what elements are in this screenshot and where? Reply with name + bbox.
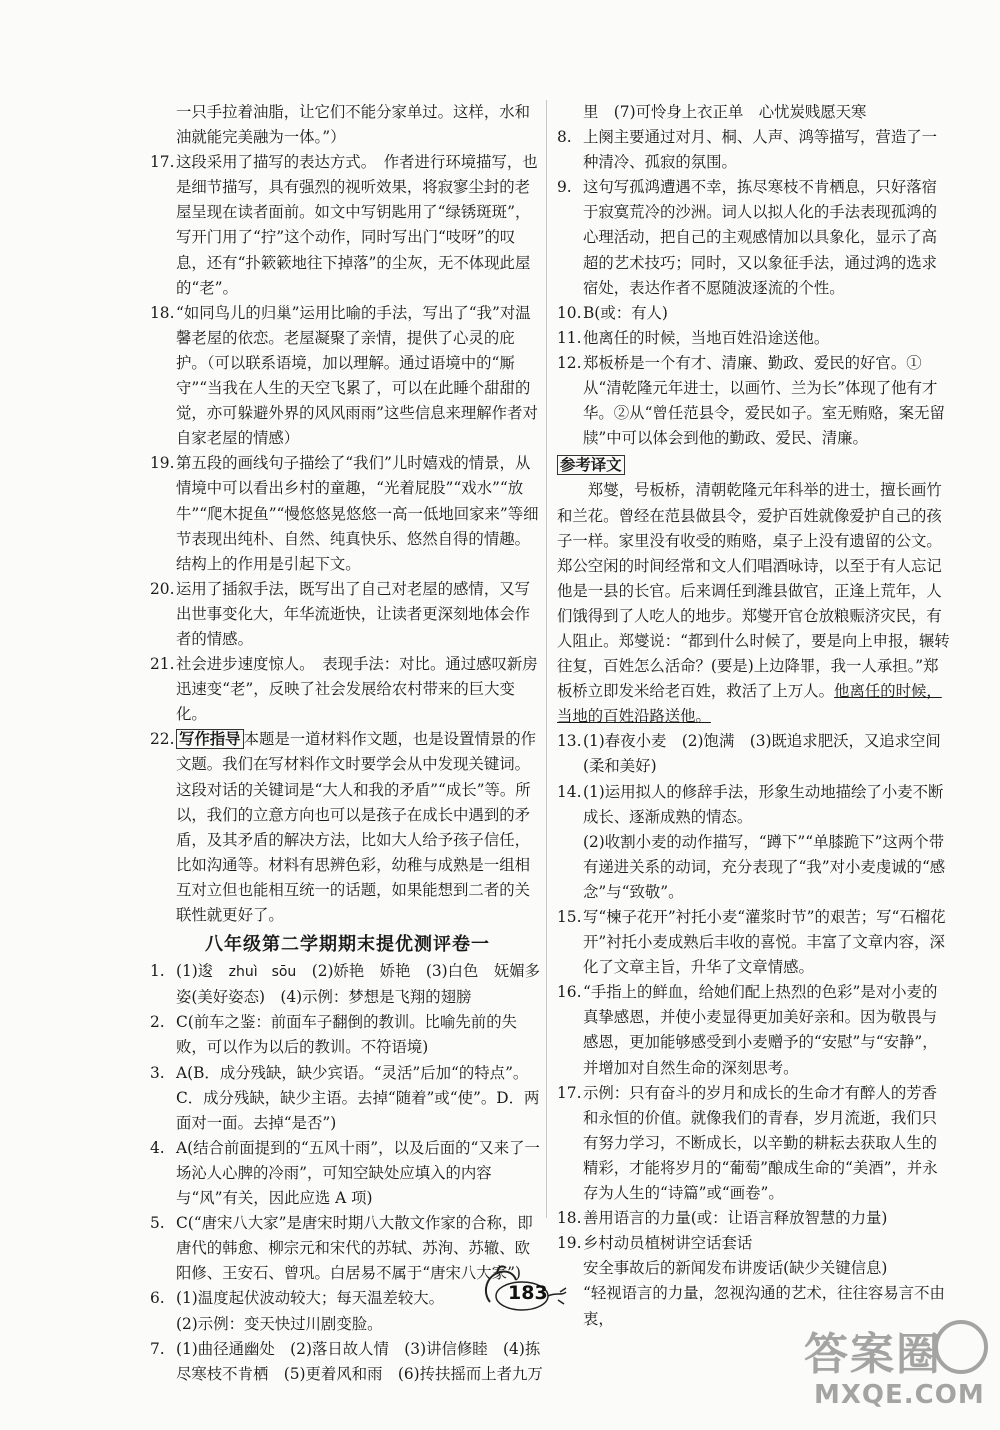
translation-header [557, 453, 952, 478]
item-text: C(前车之鉴：前面车子翻倒的教训。比喻先前的失败，可以作为以后的教训。不符语境) [176, 1013, 517, 1057]
item-number: 7. [150, 1339, 165, 1358]
item-text: 上阕主要通过对月、桐、人声、鸿等描写，营造了一种清冷、孤寂的氛围。 [583, 128, 937, 172]
translation-text [557, 478, 952, 729]
item-text: 郑板桥是一个有才、清廉、勤政、爱民的好官。①从“清乾隆元年进士，以画竹、兰为长”体现了他有才华。②从“曾任范县令，爱民如子。室无贿赂，案无留牍”中可以体会到他的勤政、爱民、清廉。 [583, 353, 945, 448]
item-text: 第五段的画线句子描绘了“我们”儿时嬉戏的情景，从情境中可以看出乡村的童趣，“光着屁股”“戏水”“放牛”“爬木捉鱼”“慢悠悠晃悠悠一高一低地回家来”等细节表现出纯朴、自然、纯真快乐、悠然自得的情趣。 结构上的作用是引起下文。 [176, 454, 539, 573]
watermark-chinese: 答案圈 [804, 1329, 942, 1380]
s14-part1: (1)运用拟人的修辞手法，形象生动地描绘了小麦不断成长、逐渐成熟的情态。 [583, 782, 944, 826]
item-number: 19. [557, 1234, 582, 1253]
item-number: 1. [150, 962, 165, 981]
item-text: 这句写孤鸿遭遇不幸，拣尽寒枝不肯栖息，只好落宿于寂寞荒冷的沙洲。词人以拟人化的手法表现孤鸿的心理活动，把自己的主观感情加以具象化，显示了高超的艺术技巧；同时，又以象征手法，通过鸿的选求宿处，表达作者不愿随波逐流的个性。 [583, 178, 937, 297]
section-title: 八年级第二学期期末提优测评卷一 [205, 934, 490, 956]
item-number: 21. [150, 655, 175, 674]
item-text: 这段采用了描写的表达方式。 作者进行环境描写，也是细节描写，具有强烈的视听效果，将寂寥尘封的老屋呈现在读者面前。如文中写钥匙用了“绿锈斑斑”，写开门用了“拧”这个动作，同时写出门“吱呀”的叹息，还有“扑簌簌地往下掉落”的尘灰，无不体现此屋的“老”。 [176, 153, 538, 297]
s19-line2: 安全事故后的新闻发布讲废话(缺少关键信息) [583, 1259, 888, 1278]
item-number: 2. [150, 1013, 165, 1032]
item-text [583, 780, 952, 905]
item-number: 11. [557, 328, 582, 347]
answer-s2 [150, 1010, 545, 1060]
answer-s10 [557, 301, 952, 326]
item-number: 22. [150, 730, 175, 749]
item-text: (1)曲径通幽处 (2)落日故人情 (3)讲信修睦 (4)拣尽寒枝不肯栖 (5)更着风和雨 (6)抟扶摇而上者九万 [176, 1339, 543, 1383]
item-text [583, 1231, 952, 1331]
item-text: 写“楝子花开”衬托小麦“灌浆时节”的艰苦；写“石榴花开”衬托小麦成熟后丰收的喜悦。丰富了文章内容，深化了文章主旨，升华了文章情感。 [583, 908, 946, 977]
right-column [557, 100, 952, 1332]
item-text: 善用语言的力量(或：让语言释放智慧的力量) [583, 1209, 888, 1228]
item-number: 3. [150, 1063, 165, 1082]
item-text: A(结合前面提到的“五风十雨”，以及后面的“又来了一场沁人心脾的冷雨”，可知空缺处应填入的内容与“风”有关，因此应选 A 项) [176, 1138, 540, 1208]
answer-s4 [150, 1136, 545, 1211]
item-number: 15. [557, 908, 582, 926]
answer-s15 [557, 905, 952, 980]
item-text [176, 727, 545, 928]
item-number: 19. [150, 454, 175, 473]
s1-part2: (2)娇艳 娇艳 (3)白色 妩媚多姿(美好姿态) (4)示例：梦想是飞翔的翅膀 [176, 962, 540, 1007]
page-number-badge [472, 1262, 572, 1316]
item-number: 18. [557, 1209, 582, 1228]
answer-s14 [557, 780, 952, 905]
answer-s17 [557, 1081, 952, 1206]
watermark-seal-icon [934, 1320, 988, 1374]
answer-s9 [557, 175, 952, 300]
writing-guide-tag: 写作指导 [176, 729, 244, 749]
answer-s13 [557, 729, 952, 779]
item-text: C(“唐宋八大家”是唐宋时期八大散文作家的合称，即唐代的韩愈、柳宗元和宋代的苏轼、苏洵、苏辙、欧阳修、王安石、曾巩。白居易不属于“唐宋八大家”) [176, 1214, 533, 1283]
column-divider [546, 100, 547, 1218]
answer-s8 [557, 125, 952, 175]
s1-pinyin: zhuì sōu [228, 964, 297, 981]
s19-line1: 乡村动员植树讲空话套话 [583, 1234, 753, 1253]
answer-s12 [557, 351, 952, 451]
answer-s16 [557, 980, 952, 1080]
item-number: 16. [557, 983, 582, 1002]
item-text: 运用了插叙手法，既写出了自己对老屋的感情，又写出世事变化大，年华流逝快，让读者更深刻地体会作者的情感。 [176, 579, 530, 648]
s14-part2: (2)收割小麦的动作描写，“蹲下”“单膝跪下”这两个带有递进关系的动词，充分表现了“我”对小麦虔诚的“感念”与“致敬”。 [583, 832, 946, 901]
answer-20 [150, 577, 545, 652]
item-number: 17. [557, 1083, 582, 1102]
item-text: “如同鸟儿的归巢”运用比喻的手法，写出了“我”对温馨老屋的依恋。老屋凝聚了亲情，提供了心灵的庇护。（可以联系语境，加以理解。通过语境中的“厮守”“当我在人生的天空飞累了，可以在此睡个甜甜的觉，亦可躲避外界的风风雨雨”这些信息来理解作者对自家老屋的情感） [176, 303, 538, 448]
item-text: 社会进步速度惊人。 表现手法：对比。通过感叹新房迅速变“老”，反映了社会发展给农村带来的巨大变化。 [176, 655, 538, 724]
answer-s7 [150, 1337, 545, 1387]
s6-part1: (1)温度起伏波动较大；每天温差较大。 [176, 1289, 445, 1308]
translation-underlined: 他离任的时候，当地的百姓沿路送他。 [557, 682, 942, 726]
translation-tag: 参考译文 [557, 455, 625, 475]
watermark [800, 1318, 996, 1426]
item-text: A(B．成分残缺，缺少宾语。“灵活”后加“的特点”。C．成分残缺，缺少主语。去掉“随着”或“使”。D．两面对一面。去掉“是否”) [176, 1063, 540, 1132]
s6-part2: (2)示例：变天快过川剧变脸。 [176, 1314, 383, 1333]
answer-s3 [150, 1061, 545, 1136]
item-number: 9. [557, 178, 572, 197]
answer-s19 [557, 1231, 952, 1331]
item-text: (1)春夜小麦 (2)饱满 (3)既追求肥沃，又追求空间(柔和美好) [583, 732, 941, 776]
item-number: 20. [150, 579, 175, 598]
item-number: 17. [150, 153, 175, 172]
answer-22 [150, 727, 545, 928]
answer-s11 [557, 326, 952, 351]
answer-19 [150, 451, 545, 576]
answer-18 [150, 301, 545, 452]
answer-17 [150, 150, 545, 301]
item-number: 6. [150, 1289, 165, 1308]
s7-continuation: 里 (7)可怜身上衣正单 心忧炭贱愿天寒 [583, 103, 867, 121]
answer-s1 [150, 959, 545, 1010]
item-text: 他离任的时候，当地百姓沿途送他。 [583, 328, 830, 347]
answer-21 [150, 652, 545, 727]
s1-part1: (1)逡 [176, 962, 229, 981]
item-number: 4. [150, 1138, 165, 1157]
watermark-url: MXQE.COM [814, 1380, 985, 1410]
item-text [176, 959, 545, 1010]
page-number: 183 [508, 1282, 548, 1304]
item-text: B(或：有人) [583, 303, 668, 322]
item-number: 12. [557, 353, 582, 372]
item-number: 18. [150, 303, 175, 322]
writing-guide-text: 本题是一道材料作文题，也是设置情景的作文题。我们在写材料作文时要学会从中发现关键词。这段对话的关键词是“大人和我的矛盾”“成长”等。所以，我们的立意方向也可以是孩子在成长中遇到的矛盾，及其矛盾的解决方法，比如大人给予孩子信任，比如沟通等。材料有思辨色彩，幼稚与成熟是一组相互对立但也能相互统一的话题，如果能想到二者的关联性就更好了。 [176, 730, 537, 924]
left-column [150, 100, 545, 1387]
item-text: 示例：只有奋斗的岁月和成长的生命才有醉人的芳香和永恒的价值。就像我们的青春，岁月流逝，我们只有努力学习，不断成长，以辛勤的耕耘去获取人生的精彩，才能将岁月的“葡萄”酿成生命的“美酒”，并永存为人生的“诗篇”或“画卷”。 [583, 1083, 938, 1203]
answer-s18 [557, 1206, 952, 1231]
item-number: 10. [557, 303, 582, 322]
translation-body: 郑燮，号板桥，清朝乾隆元年科举的进士，擅长画竹和兰花。曾经在范县做县令，爱护百姓就像爱护自己的孩子一样。家里没有收受的贿赂，桌子上没有遗留的公文。郑公空闲的时间经常和文人们唱酒咏诗，以至于有人忘记他是一县的长官。后来调任到潍县做官，正逢上荒年，人们饿得到了人吃人的地步。郑燮开官仓放粮赈济灾民，有人阻止。郑燮说：“都到什么时候了，要是向上申报，辗转往复，百姓怎么活命？(要是)上边降罪，我一人承担。”郑板桥立即发米给老百姓，救活了上万人。 [557, 481, 950, 701]
item-number: 14. [557, 782, 582, 801]
item-number: 5. [150, 1214, 165, 1233]
item-text: “手指上的鲜血，给她们配上热烈的色彩”是对小麦的真挚感恩，并使小麦显得更加美好亲和。因为敬畏与感恩，更加能够感受到小麦赠予的“安慰”与“安静”，并增加对自然生命的深刻思考。 [583, 983, 938, 1077]
item-number: 8. [557, 128, 572, 147]
item-number: 13. [557, 732, 582, 751]
s19-line3: “轻视语言的力量，忽视沟通的艺术，往往容易言不由衷， [583, 1284, 945, 1328]
q16-continuation: 一只手拉着油脂，让它们不能分家单过。这样，水和油就能完美融为一体。”） [176, 103, 530, 147]
